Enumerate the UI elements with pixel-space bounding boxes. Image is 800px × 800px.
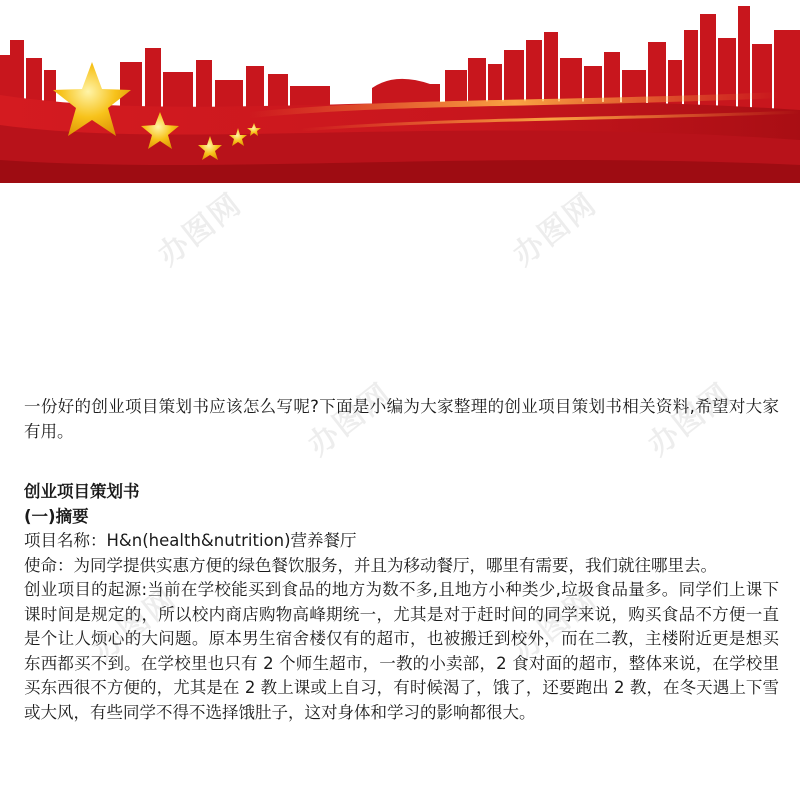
watermark-3: 办图网 [301,376,399,464]
watermark-1: 办图网 [151,186,249,274]
intro-paragraph: 一份好的创业项目策划书应该怎么写呢?下面是小编为大家整理的创业项目策划书相关资料,希望对大家有用。 [24,397,779,441]
mission-paragraph: 使命：为同学提供实惠方便的绿色餐饮服务，并且为移动餐厅，哪里有需要，我们就往哪里去。 [24,555,717,575]
document-body [24,395,779,725]
header-banner [0,0,800,183]
watermark-5: 办图网 [86,581,184,669]
skyline-banner-illustration [0,0,800,183]
origin-paragraph: 创业项目的起源:当前在学校能买到食品的地方为数不多,且地方小种类少,垃圾食品量多。同学们上课下课时间是规定的，所以校内商店购物高峰期统一，尤其是对于赶时间的同学来说，购买食品不方便一直是个让人烦心的大问题。原本男生宿舍楼仅有的超市，也被搬迁到校外，而在二教，主楼附近更是想买东西都买不到。在学校里也只有 2 个师生超市，一教的小卖部，2 食对面的超市，整体来说，在学校里买东西很不方便的，尤其是在 2 教上课或上自习，有时候渴了，饿了，还要跑出 2 教，在冬天遇上下雪或大风，有些同学不得不选择饿肚子，这对身体和学习的影响都很大。 [24,580,779,722]
section-heading: (一)摘要 [24,506,89,526]
watermark-2: 办图网 [506,186,604,274]
document-title: 创业项目策划书 [24,482,140,501]
watermark-6: 办图网 [506,581,604,669]
watermark-4: 办图网 [641,376,739,464]
project-name-line: 项目名称：H&n(health&nutrition)营养餐厅 [24,531,357,550]
